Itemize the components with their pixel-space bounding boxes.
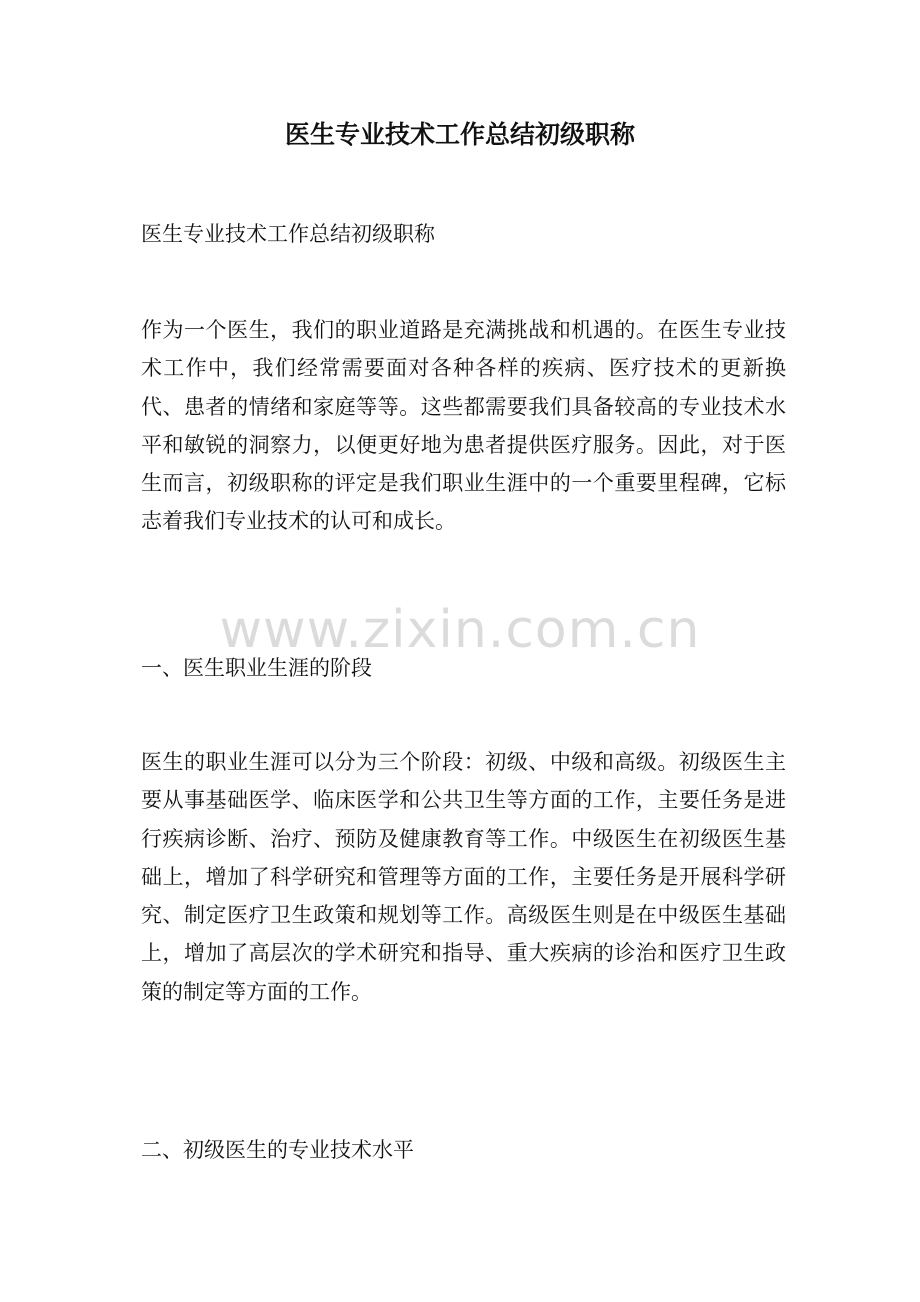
career-stages-paragraph: 医生的职业生涯可以分为三个阶段：初级、中级和高级。初级医生主要从事基础医学、临床医学和公共卫生等方面的工作，主要任务是进行疾病诊断、治疗、预防及健康教育等工作。中级医生在初级医生基础上，增加了科学研究和管理等方面的工作，主要任务是开展科学研究、制定医疗卫生政策和规划等工作。高级医生则是在中级医生基础上，增加了高层次的学术研究和指导、重大疾病的诊治和医疗卫生政策的制定等方面的工作。 [141, 750, 786, 1004]
section-heading-1: 一、医生职业生涯的阶段 [141, 656, 372, 680]
document-title: 医生专业技术工作总结初级职称 [284, 120, 635, 149]
section-heading-2: 二、初级医生的专业技术水平 [141, 1138, 414, 1162]
watermark: www.zixin.com.cn [219, 600, 701, 660]
document-subtitle: 医生专业技术工作总结初级职称 [141, 222, 435, 246]
intro-paragraph: 作为一个医生，我们的职业道路是充满挑战和机遇的。在医生专业技术工作中，我们经常需要面对各种各样的疾病、医疗技术的更新换代、患者的情绪和家庭等等。这些都需要我们具备较高的专业技术水平和敏锐的洞察力，以便更好地为患者提供医疗服务。因此，对于医生而言，初级职称的评定是我们职业生涯中的一个重要里程碑，它标志着我们专业技术的认可和成长。 [141, 318, 786, 534]
